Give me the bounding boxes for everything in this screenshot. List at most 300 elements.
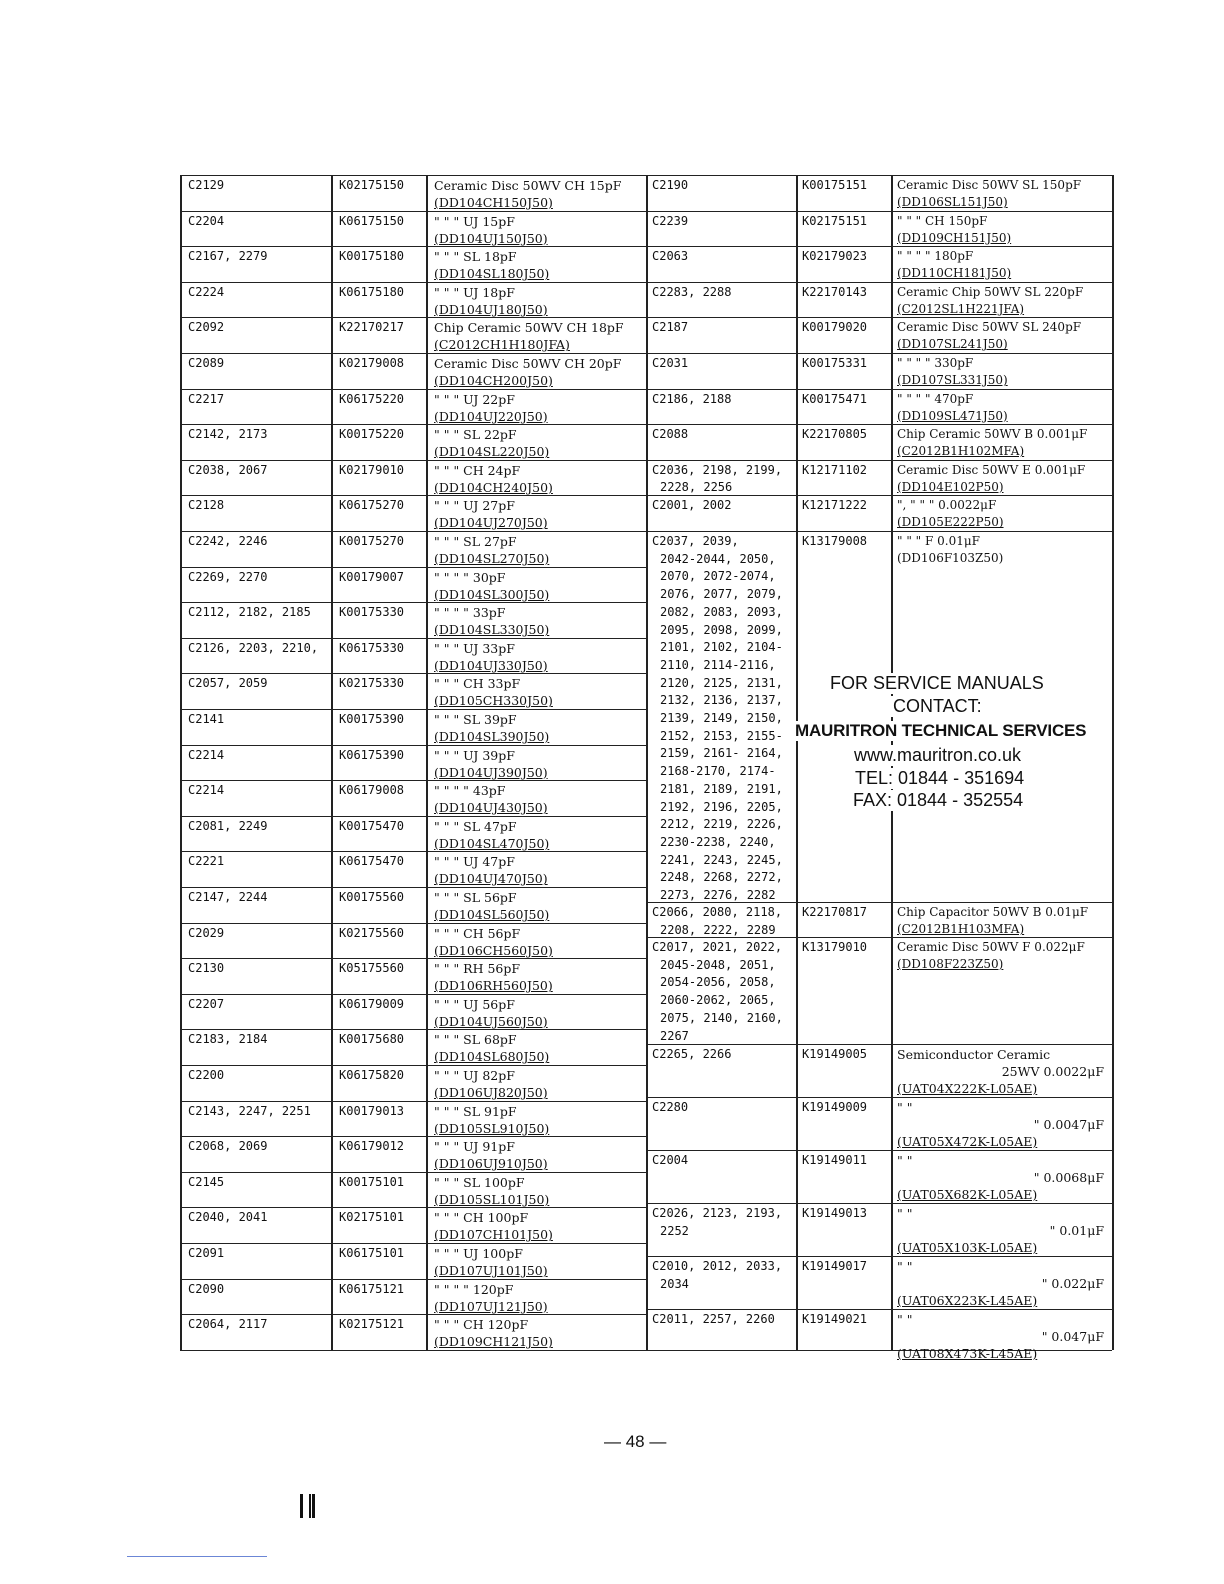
part-number: K12171222 (802, 498, 868, 513)
row-rule (180, 887, 646, 888)
part-type-code: (DD104CH200J50) (434, 373, 553, 388)
tall-block-ref-line: 2181, 2189, 2191, (660, 781, 783, 796)
part-number: K19149021 (802, 1312, 868, 1326)
part-number: K02179010 (339, 462, 405, 477)
tall-block-ref-line: 2132, 2136, 2137, (660, 693, 783, 708)
part-ref: C2283, 2288 (652, 284, 732, 299)
tall-block-ref-line: 2159, 2161- 2164, (660, 746, 783, 761)
part-description: " " (897, 1312, 913, 1327)
table-column-rule (180, 175, 182, 1350)
part-description: " " (897, 1153, 913, 1168)
part-description: " " " CH 56pF (434, 925, 521, 941)
part-number: K06179008 (339, 783, 405, 798)
part-type-code: (DD107SL241J50) (897, 337, 1008, 352)
part-ref: C2217 (188, 391, 225, 406)
part-description: Semiconductor Ceramic (897, 1047, 1051, 1062)
row-rule (646, 1097, 1112, 1098)
part-number: K06175390 (339, 747, 405, 762)
part-description: " " " UJ 100pF (434, 1246, 523, 1261)
part-ref: C2207 (188, 996, 225, 1011)
part-number: K19149005 (802, 1047, 868, 1061)
part-ref: C2004 (652, 1153, 689, 1167)
row-rule (646, 902, 1112, 903)
row-rule (646, 1044, 1112, 1045)
tall-block-ref-line: 2241, 2243, 2245, (660, 852, 783, 867)
part-number: K00175101 (339, 1174, 405, 1189)
part-type-code: (DD104SL270J50) (434, 551, 550, 566)
part-type-code: (DD104UJ330J50) (434, 657, 548, 673)
part-type-code: (DD104SL680J50) (434, 1049, 550, 1065)
part-description: " " " UJ 27pF (434, 498, 515, 514)
part-ref: C2186, 2188 (652, 391, 732, 406)
part-ref: C2239 (652, 213, 689, 228)
part-value: " 0.022μF (1041, 1276, 1104, 1291)
part-description: Ceramic Disc 50WV CH 15pF (434, 178, 622, 193)
part-number: K22170805 (802, 427, 868, 442)
part-description: " " " UJ 18pF (434, 284, 515, 300)
row-rule (646, 531, 1112, 532)
part-description: " " " CH 33pF (434, 676, 521, 692)
row-rule (180, 1243, 646, 1244)
part-description: " " " UJ 82pF (434, 1068, 515, 1083)
part-description: Ceramic Disc 50WV SL 150pF (897, 178, 1082, 192)
row-rule (180, 246, 646, 247)
part-ref: C2031 (652, 356, 689, 370)
part-description: " " " " 330pF (897, 356, 974, 370)
tall-block-ref-line: 2095, 2098, 2099, (660, 622, 783, 637)
part-number: K00175471 (802, 391, 868, 406)
tall-block-ref-line: 2192, 2196, 2205, (660, 799, 783, 814)
part-number: K06175820 (339, 1068, 405, 1082)
tall-block-ref-line: 2101, 2102, 2104- (660, 640, 783, 655)
row-rule (180, 1350, 646, 1351)
part-description: " " " UJ 22pF (434, 391, 515, 407)
part-type-code: (UAT04X222K-L05AE) (897, 1081, 1038, 1096)
row-rule (180, 353, 646, 354)
row-rule (180, 1065, 646, 1066)
part-type-code: (DD107UJ101J50) (434, 1263, 548, 1278)
row-rule (646, 424, 1112, 425)
part-ref: 2034 (660, 1276, 689, 1291)
part-ref: C2064, 2117 (188, 1317, 268, 1332)
part-number: K19149009 (802, 1100, 868, 1114)
row-rule (180, 317, 646, 318)
part-type-code: (DD104SL220J50) (434, 444, 550, 460)
part-number: K00179007 (339, 569, 405, 584)
part-ref: C2145 (188, 1174, 225, 1189)
part-ref: C2066, 2080, 2118, (652, 905, 783, 919)
part-ref: C2141 (188, 712, 225, 726)
part-number: K02175151 (802, 213, 868, 228)
part-description: " " " UJ 91pF (434, 1139, 515, 1155)
part-description: " " (897, 1259, 913, 1274)
part-ref: 2054-2056, 2058, (660, 975, 776, 990)
part-ref: 2060-2062, 2065, (660, 993, 776, 1008)
table-column-rule (1112, 175, 1114, 1350)
part-type-code: (DD106CH560J50) (434, 942, 553, 958)
part-type-code: (DD104UJ430J50) (434, 800, 548, 816)
part-description: " " " UJ 15pF (434, 213, 515, 229)
row-rule (180, 602, 646, 603)
part-ref: C2147, 2244 (188, 890, 268, 904)
part-type-code: (DD110CH181J50) (897, 266, 1012, 281)
advert-fax: FAX: 01844 - 352554 (853, 790, 1024, 810)
tall-block-ref-line: 2076, 2077, 2079, (660, 587, 783, 602)
part-description: " " " " 470pF (897, 391, 974, 406)
part-ref: C2092 (188, 320, 225, 335)
part-number: K06179009 (339, 996, 405, 1011)
part-ref: C2214 (188, 783, 225, 798)
table-column-rule (796, 175, 798, 1350)
tall-block-ref-line: 2248, 2268, 2272, (660, 870, 783, 885)
part-type-code: (C2012B1H102MFA) (897, 444, 1025, 459)
advert-telephone: TEL: 01844 - 351694 (855, 768, 1025, 788)
part-description: ", " " " 0.0022μF (897, 498, 997, 513)
row-rule (180, 495, 646, 496)
part-type-code: (DD104UJ270J50) (434, 515, 548, 531)
part-description: " " " SL 39pF (434, 712, 517, 727)
part-number: K00175180 (339, 249, 405, 264)
part-ref: C2190 (652, 178, 689, 192)
part-type-code: (UAT06X223K-L45AE) (897, 1293, 1038, 1308)
row-rule (646, 1203, 1112, 1204)
row-rule (180, 1029, 646, 1030)
part-type-code: (DD105CH330J50) (434, 693, 553, 709)
part-type-code: (DD108F223Z50) (897, 957, 1004, 971)
part-ref: C2126, 2203, 2210, (188, 640, 319, 655)
part-type-code: (DD106F103Z50) (897, 551, 1004, 565)
tall-block-ref-line: 2212, 2219, 2226, (660, 817, 783, 832)
tall-block-ref-line: C2037, 2039, (652, 534, 739, 548)
part-description: Ceramic Disc 50WV CH 20pF (434, 356, 622, 371)
part-number: K00175220 (339, 427, 405, 442)
row-rule (180, 638, 646, 639)
part-number: K02175150 (339, 178, 405, 192)
row-rule (180, 389, 646, 390)
page-number: — 48 — (604, 1432, 667, 1451)
tall-block-ref-line: 2230-2238, 2240, (660, 834, 776, 849)
part-type-code: (C2012CH1H180JFA) (434, 337, 570, 353)
part-description: " " " CH 24pF (434, 462, 521, 478)
row-rule (180, 673, 646, 674)
part-type-code: (DD104UJ150J50) (434, 230, 548, 246)
part-description: " " " SL 18pF (434, 249, 517, 265)
part-ref-continued: 2228, 2256 (660, 479, 733, 494)
part-ref: 2252 (660, 1223, 689, 1238)
part-type-code: (UAT05X103K-L05AE) (897, 1240, 1038, 1255)
part-ref: 2045-2048, 2051, (660, 957, 776, 972)
part-type-code: (DD104UJ470J50) (434, 871, 548, 887)
advert-website[interactable]: www.mauritron.co.uk (854, 745, 1022, 765)
part-description: " " " UJ 33pF (434, 640, 515, 656)
table-column-rule (331, 175, 333, 1350)
row-rule (180, 958, 646, 959)
part-type-code: (DD107CH101J50) (434, 1227, 553, 1243)
part-ref: C2010, 2012, 2033, (652, 1259, 783, 1273)
part-type-code: (DD104UJ180J50) (434, 301, 548, 317)
part-description: " " " CH 100pF (434, 1210, 529, 1226)
part-ref: C2204 (188, 213, 225, 228)
part-ref: C2026, 2123, 2193, (652, 1206, 783, 1220)
part-description: " " " " 120pF (434, 1281, 514, 1297)
part-ref: C2143, 2247, 2251 (188, 1103, 311, 1118)
part-ref: C2265, 2266 (652, 1047, 732, 1061)
part-description: " " " " 180pF (897, 249, 974, 264)
part-ref: C2091 (188, 1246, 225, 1260)
part-number: K06175270 (339, 498, 405, 513)
part-type-code: (DD105SL910J50) (434, 1120, 550, 1136)
part-value: " 0.047μF (1041, 1329, 1104, 1344)
part-number: K06175220 (339, 391, 405, 406)
part-number: K02179008 (339, 356, 405, 370)
part-type-code: (UAT05X682K-L05AE) (897, 1187, 1038, 1202)
part-number: K00175331 (802, 356, 868, 370)
tall-block-ref-line: 2168-2170, 2174- (660, 764, 776, 779)
part-type-code: (DD104SL470J50) (434, 835, 550, 851)
table-top-rule (180, 175, 1112, 176)
tall-block-ref-line: 2070, 2072-2074, (660, 569, 776, 584)
part-number: K00179013 (339, 1103, 405, 1118)
part-type-code: (UAT05X472K-L05AE) (897, 1134, 1038, 1149)
part-ref: C2112, 2182, 2185 (188, 605, 311, 620)
part-type-code: (DD105SL101J50) (434, 1191, 550, 1207)
part-number: K00175330 (339, 605, 405, 620)
part-number: K19149011 (802, 1153, 868, 1167)
part-type-code: (DD104UJ560J50) (434, 1013, 548, 1029)
part-number: K06175330 (339, 640, 405, 655)
row-rule (180, 709, 646, 710)
part-description: " " " F 0.01μF (897, 534, 980, 548)
part-number: K00175270 (339, 534, 405, 548)
part-type-code: (DD104SL300J50) (434, 586, 550, 602)
row-rule (180, 1314, 646, 1315)
part-number: K22170217 (339, 320, 405, 335)
part-description: Ceramic Disc 50WV SL 240pF (897, 320, 1082, 335)
row-rule (646, 389, 1112, 390)
part-number: K00175151 (802, 178, 868, 192)
part-ref: C2001, 2002 (652, 498, 732, 513)
part-type-code: (DD107UJ121J50) (434, 1298, 548, 1314)
row-rule (180, 1279, 646, 1280)
part-ref: C2128 (188, 498, 225, 513)
part-description: Ceramic Chip 50WV SL 220pF (897, 284, 1084, 299)
part-type-code: (DD104SL180J50) (434, 266, 550, 282)
part-ref: C2040, 2041 (188, 1210, 268, 1225)
part-number: K00175470 (339, 818, 405, 833)
part-ref: C2081, 2249 (188, 818, 268, 833)
row-rule (180, 460, 646, 461)
part-number: K06175470 (339, 854, 405, 869)
row-rule (646, 1256, 1112, 1257)
part-value: " 0.0068μF (1033, 1170, 1104, 1185)
part-description: " " (897, 1100, 913, 1115)
part-type-code: (DD104CH150J50) (434, 195, 553, 210)
part-ref: C2011, 2257, 2260 (652, 1312, 775, 1326)
part-type-code: (DD109SL471J50) (897, 408, 1008, 423)
part-ref: C2130 (188, 961, 225, 976)
row-rule (646, 211, 1112, 212)
part-description: " " " SL 47pF (434, 818, 517, 834)
row-rule (180, 780, 646, 781)
part-type-code: (DD104SL330J50) (434, 622, 550, 638)
part-type-code: (DD104SL560J50) (434, 907, 550, 922)
part-ref: 2267 (660, 1028, 689, 1043)
table-column-rule (646, 175, 648, 1350)
part-ref: C2200 (188, 1068, 225, 1082)
row-rule (180, 531, 646, 532)
part-number: K06175101 (339, 1246, 405, 1260)
part-type-code: (C2012B1H103MFA) (897, 922, 1025, 936)
part-type-code: (DD104UJ390J50) (434, 764, 548, 780)
part-ref: C2017, 2021, 2022, (652, 940, 783, 954)
tall-block-ref-line: 2110, 2114-2116, (660, 657, 776, 672)
part-type-code: (C2012SL1H221JFA) (897, 301, 1025, 316)
part-description: " " " SL 68pF (434, 1032, 517, 1048)
part-ref: C2129 (188, 178, 225, 192)
row-rule (180, 211, 646, 212)
part-ref: C2214 (188, 747, 225, 762)
part-ref: C2183, 2184 (188, 1032, 268, 1047)
part-description: " " " SL 27pF (434, 534, 517, 549)
row-rule (180, 994, 646, 995)
part-ref: C2068, 2069 (188, 1139, 268, 1154)
part-ref: C2242, 2246 (188, 534, 268, 548)
part-value: " 0.01μF (1049, 1223, 1104, 1238)
part-ref: C2090 (188, 1281, 225, 1296)
advert-line-service-manuals: FOR SERVICE MANUALS (830, 673, 1044, 693)
part-description: " " " CH 120pF (434, 1317, 529, 1333)
part-description: " " " UJ 56pF (434, 996, 515, 1012)
tall-block-ref-line: 2273, 2276, 2282 (660, 888, 776, 902)
part-number: K06179012 (339, 1139, 405, 1154)
advert-line-contact: CONTACT: (893, 696, 982, 716)
part-type-code: (DD104SL390J50) (434, 729, 550, 744)
part-number: K02175560 (339, 925, 405, 940)
part-number: K19149013 (802, 1206, 868, 1220)
row-rule (180, 851, 646, 852)
row-rule (646, 353, 1112, 354)
row-rule (180, 816, 646, 817)
part-number: K00175680 (339, 1032, 405, 1047)
part-number: K02179023 (802, 249, 868, 264)
row-rule (646, 282, 1112, 283)
row-rule (180, 745, 646, 746)
row-rule (646, 317, 1112, 318)
part-number: K05175560 (339, 961, 405, 976)
part-number: K19149017 (802, 1259, 868, 1273)
row-rule (180, 1101, 646, 1102)
part-number: K06175150 (339, 213, 405, 228)
part-number: K00175560 (339, 890, 405, 904)
row-rule (646, 937, 1112, 938)
row-rule (180, 1207, 646, 1208)
part-number: K02175121 (339, 1317, 405, 1332)
part-ref: C2029 (188, 925, 225, 940)
part-description: Chip Ceramic 50WV CH 18pF (434, 320, 624, 336)
part-ref: C2036, 2198, 2199, (652, 462, 783, 477)
part-number: K06175121 (339, 1281, 405, 1296)
part-ref: 2208, 2222, 2289 (660, 922, 776, 937)
part-value: 25WV 0.0022μF (1001, 1064, 1104, 1079)
part-type-code: (DD107SL331J50) (897, 373, 1008, 387)
part-type-code: (UAT08X473K-L45AE) (897, 1346, 1038, 1361)
part-description: " " " SL 91pF (434, 1103, 517, 1119)
part-description: " " " " 30pF (434, 569, 506, 585)
part-number: K22170143 (802, 284, 868, 299)
part-number: K02175101 (339, 1210, 405, 1225)
part-number: K02175330 (339, 676, 405, 691)
part-description: " " " UJ 47pF (434, 854, 515, 870)
part-number: K22170817 (802, 905, 868, 919)
row-rule (180, 567, 646, 568)
row-rule (180, 1136, 646, 1137)
part-number: K00175390 (339, 712, 405, 726)
part-type-code: (DD105E222P50) (897, 515, 1004, 530)
part-description: " " " SL 100pF (434, 1174, 525, 1190)
part-type-code: (DD104UJ220J50) (434, 408, 548, 424)
part-description: " " " UJ 39pF (434, 747, 515, 763)
binding-marks-icon (300, 1494, 330, 1518)
part-type-code: (DD109CH121J50) (434, 1334, 553, 1350)
part-description: " " " SL 22pF (434, 427, 517, 443)
part-ref: C2142, 2173 (188, 427, 268, 442)
part-number: K06175180 (339, 284, 405, 299)
part-type-code: (DD109CH151J50) (897, 230, 1012, 245)
row-rule (180, 923, 646, 924)
tall-block-ref-line: 2042-2044, 2050, (660, 551, 776, 566)
part-description: " " " CH 150pF (897, 213, 988, 228)
row-rule (180, 1172, 646, 1173)
part-ref: C2057, 2059 (188, 676, 268, 691)
table-column-rule (426, 175, 428, 1350)
part-ref: C2187 (652, 320, 689, 335)
part-ref: C2167, 2279 (188, 249, 268, 264)
part-ref: C2089 (188, 356, 225, 370)
tall-block-ref-line: 2152, 2153, 2155- (660, 728, 783, 743)
part-type-code: (DD104CH240J50) (434, 479, 553, 495)
row-rule (180, 424, 646, 425)
part-type-code: (DD104E102P50) (897, 479, 1004, 494)
tall-block-ref-line: 2082, 2083, 2093, (660, 604, 783, 619)
part-description: " " " SL 56pF (434, 890, 517, 905)
row-rule (646, 1309, 1112, 1310)
part-description: " " " RH 56pF (434, 961, 521, 977)
part-ref: C2038, 2067 (188, 462, 268, 477)
tall-block-ref-line: 2139, 2149, 2150, (660, 711, 783, 725)
part-number: K12171102 (802, 462, 868, 477)
part-ref: C2221 (188, 854, 225, 869)
part-number: K13179010 (802, 940, 868, 954)
part-ref: C2269, 2270 (188, 569, 268, 584)
part-type-code: (DD106UJ910J50) (434, 1156, 548, 1172)
part-description: " " (897, 1206, 913, 1221)
tall-block-ref-line: 2120, 2125, 2131, (660, 675, 783, 690)
part-ref: C2224 (188, 284, 225, 299)
part-ref: C2088 (652, 427, 689, 442)
part-type-code: (DD106RH560J50) (434, 978, 553, 994)
row-rule (646, 460, 1112, 461)
part-ref: C2280 (652, 1100, 689, 1114)
part-number: K00179020 (802, 320, 868, 335)
row-rule (180, 282, 646, 283)
part-ref: 2075, 2140, 2160, (660, 1010, 783, 1025)
part-type-code: (DD106SL151J50) (897, 195, 1008, 209)
part-description: Ceramic Disc 50WV F 0.022μF (897, 940, 1085, 954)
row-rule (646, 246, 1112, 247)
row-rule (646, 1150, 1112, 1151)
part-type-code: (DD106UJ820J50) (434, 1085, 548, 1100)
part-description: Chip Capacitor 50WV B 0.01μF (897, 905, 1089, 919)
